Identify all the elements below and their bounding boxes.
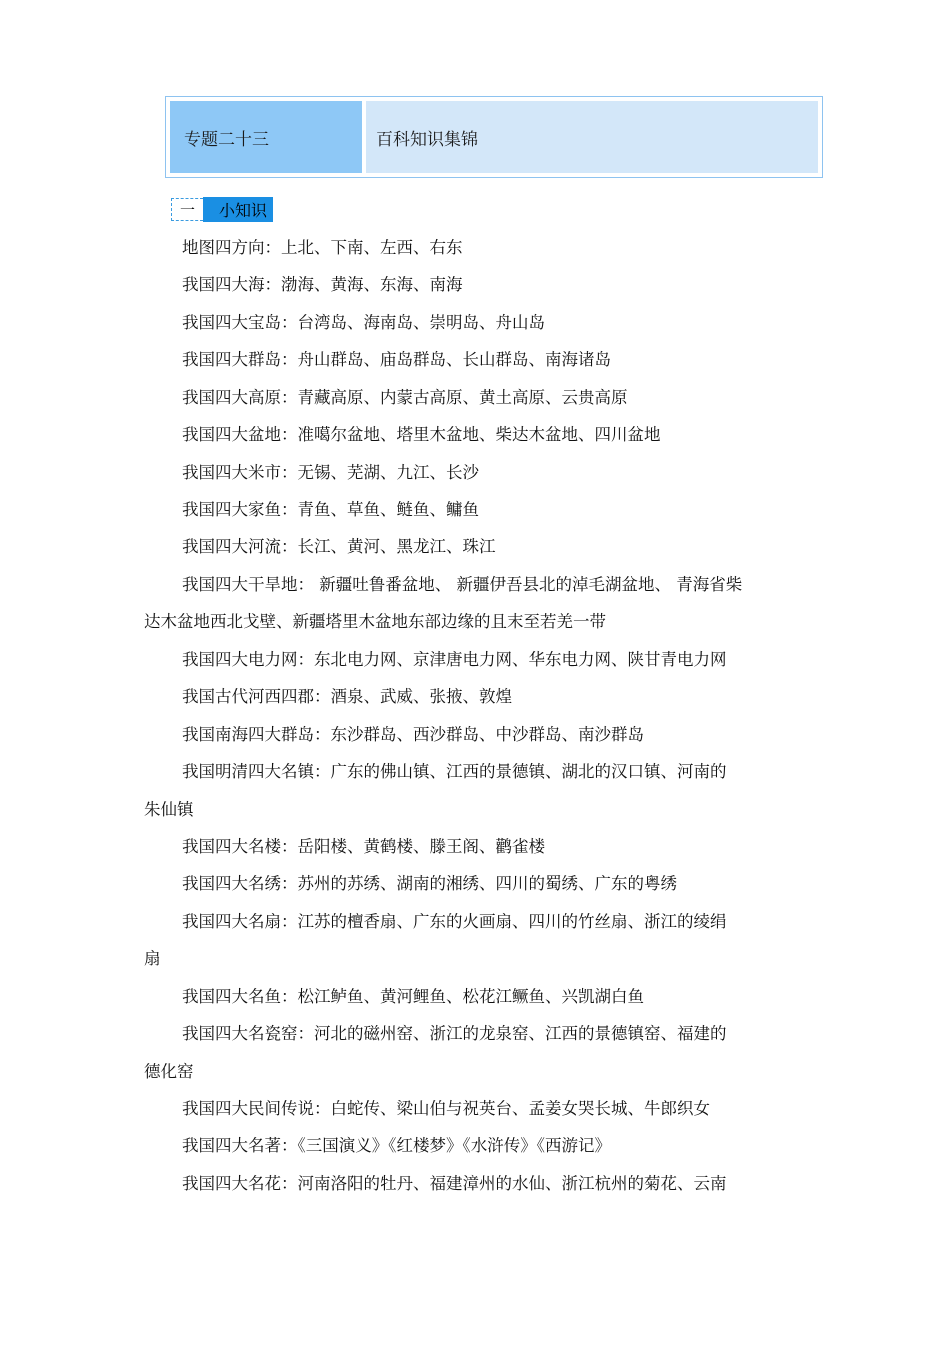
text-line: 我国四大盆地：准噶尔盆地、塔里木盆地、柴达木盆地、四川盆地 <box>182 425 661 444</box>
text-line: 达木盆地西北戈壁、新疆塔里木盆地东部边缘的且末至若羌一带 <box>144 612 606 631</box>
topic-title: 百科知识集锦 <box>376 129 478 150</box>
topic-header-table <box>165 96 823 178</box>
text-line: 我国古代河西四郡：酒泉、武威、张掖、敦煌 <box>182 687 512 706</box>
text-line: 我国四大名鱼：松江鲈鱼、黄河鲤鱼、松花江鳜鱼、兴凯湖白鱼 <box>182 987 644 1006</box>
text-line: 我国四大河流：长江、黄河、黑龙江、珠江 <box>182 537 496 556</box>
section-number: 一 <box>171 198 203 221</box>
text-line: 朱仙镇 <box>144 800 194 819</box>
text-line: 地图四方向：上北、下南、左西、右东 <box>182 238 463 257</box>
text-line: 我国四大名楼：岳阳楼、黄鹤楼、滕王阁、鹳雀楼 <box>182 837 545 856</box>
text-line: 我国四大干旱地： 新疆吐鲁番盆地、 新疆伊吾县北的淖毛湖盆地、 青海省柴 <box>182 575 743 594</box>
text-line: 扇 <box>144 949 161 968</box>
text-line: 我国四大米市：无锡、芜湖、九江、长沙 <box>182 463 479 482</box>
topic-title-cell <box>366 101 818 173</box>
text-line: 我国四大民间传说：白蛇传、梁山伯与祝英台、孟姜女哭长城、牛郎织女 <box>182 1099 710 1118</box>
text-line: 我国四大海：渤海、黄海、东海、南海 <box>182 275 463 294</box>
text-line: 我国四大名著：《三国演义》《红楼梦》《水浒传》《西游记》 <box>182 1136 611 1155</box>
text-line: 我国四大电力网：东北电力网、京津唐电力网、华东电力网、陕甘青电力网 <box>182 650 727 669</box>
section-heading <box>171 197 273 222</box>
text-line: 我国四大名扇：江苏的檀香扇、广东的火画扇、四川的竹丝扇、浙江的绫绢 <box>182 912 727 931</box>
section-label: 小知识 <box>203 197 273 222</box>
text-line: 我国四大名花：河南洛阳的牡丹、福建漳州的水仙、浙江杭州的菊花、云南 <box>182 1174 727 1193</box>
text-line: 我国四大宝岛：台湾岛、海南岛、崇明岛、舟山岛 <box>182 313 545 332</box>
text-line: 我国四大群岛：舟山群岛、庙岛群岛、长山群岛、南海诸岛 <box>182 350 611 369</box>
text-line: 我国明清四大名镇：广东的佛山镇、江西的景德镇、湖北的汉口镇、河南的 <box>182 762 727 781</box>
text-line: 我国四大家鱼：青鱼、草鱼、鲢鱼、鳙鱼 <box>182 500 479 519</box>
text-line: 我国南海四大群岛：东沙群岛、西沙群岛、中沙群岛、南沙群岛 <box>182 725 644 744</box>
text-line: 我国四大名绣：苏州的苏绣、湖南的湘绣、四川的蜀绣、广东的粤绣 <box>182 874 677 893</box>
text-line: 德化窑 <box>144 1062 194 1081</box>
text-line: 我国四大高原：青藏高原、内蒙古高原、黄土高原、云贵高原 <box>182 388 628 407</box>
topic-number: 专题二十三 <box>184 129 269 150</box>
text-line: 我国四大名瓷窑：河北的磁州窑、浙江的龙泉窑、江西的景德镇窑、福建的 <box>182 1024 727 1043</box>
topic-number-cell <box>170 101 362 173</box>
